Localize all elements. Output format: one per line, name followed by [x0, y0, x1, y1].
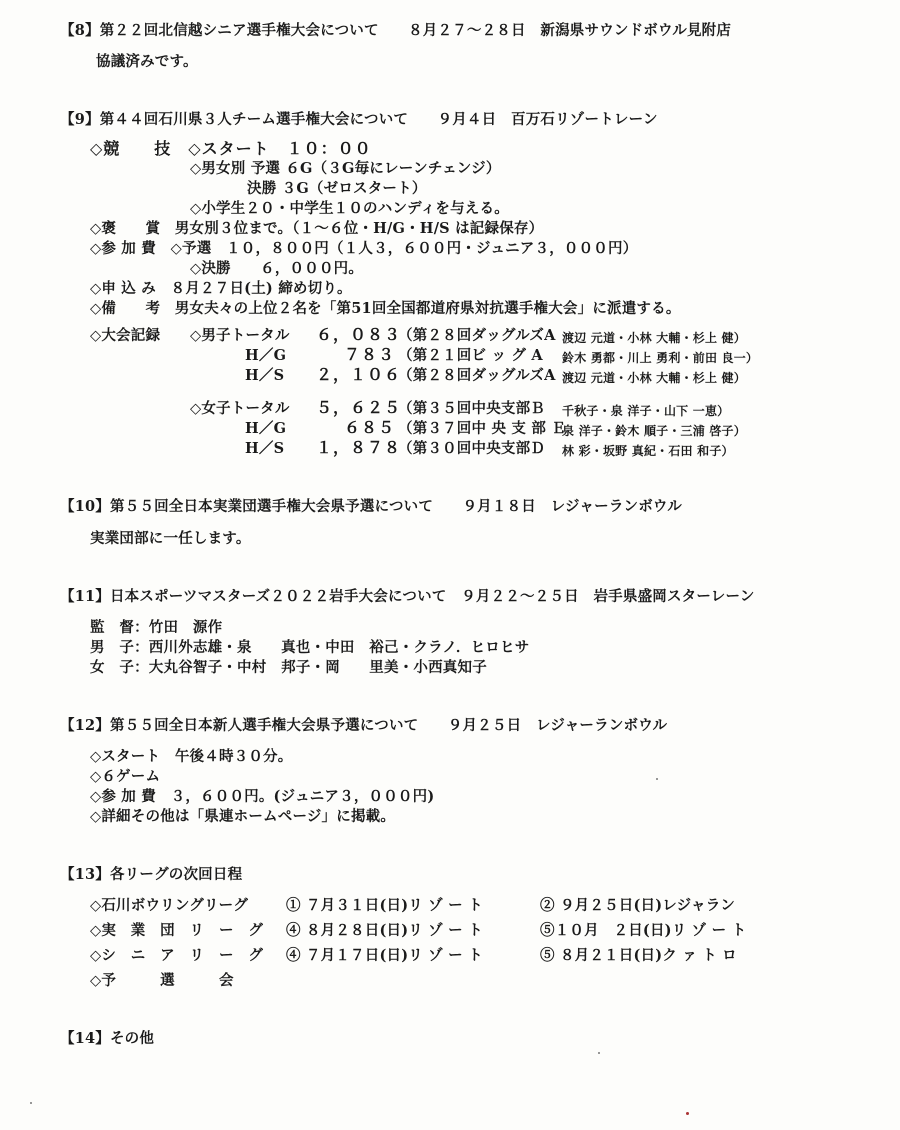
section-12-heading: 【12】第５５回全日本新人選手権大会県予選について ９月２５日 レジャーランボウル [60, 717, 668, 734]
record-value: ６，０８３ [316, 325, 402, 344]
scan-speck [30, 1102, 32, 1104]
record-value: ５，６２５ [316, 398, 402, 417]
record-members: 千秋子・泉 洋子・山下 一恵） [562, 404, 730, 418]
scan-speck [686, 1112, 689, 1115]
league-name: ◇シ ニ ア リ ー グ [90, 947, 264, 964]
section-8-heading: 【8】第２２回北信越シニア選手権大会について ８月２７〜２８日 新潟県サウンドボウル見附店 [60, 22, 732, 39]
section-8-body: 協議済みです。 [96, 53, 198, 70]
league-next-1: ④ ８月２８日(日)リ ゾ ー ト [286, 922, 483, 939]
record-members: 渡辺 元道・小林 大輔・杉上 健） [562, 331, 746, 345]
league-next-2: ⑤１０月 ２日(日)リ ゾ ー ト [540, 922, 747, 939]
record-value: ６８５ [344, 418, 396, 437]
league-next-2: ② ９月２５日(日)レジャラン [540, 897, 736, 914]
record-category: H／S [245, 367, 285, 384]
hosho-line: ◇褒 賞 男女別３位まで。（１〜６位・H/G・H/S は記録保存） [90, 220, 544, 237]
record-source: （第３０回中央支部Ｄ [398, 440, 545, 457]
kyogi-line-2: ◇男女別 予選 ６G（３G毎にレーンチェンジ） [190, 160, 501, 177]
record-source: （第２１回ビ ッ グ A [398, 347, 543, 364]
section-9-heading: 【9】第４４回石川県３人チーム選手権大会について ９月４日 百万石リゾートレーン [60, 111, 658, 128]
kyogi-line-1: ◇競 技 ◇スタート １０：００ [90, 139, 372, 158]
kyogi-line-3: 決勝 ３G（ゼロスタート） [247, 180, 427, 197]
league-name: ◇石川ボウリングリーグ [90, 897, 249, 914]
section-11-heading: 【11】日本スポーツマスターズ２０２２岩手大会について ９月２２〜２５日 岩手県盛岡スターレーン [60, 588, 755, 605]
league-name: ◇実 業 団 リ ー グ [90, 922, 264, 939]
record-members: 林 彩・坂野 真紀・石田 和子） [562, 444, 734, 458]
record-source: （第２８回ダッグルズA [398, 327, 556, 344]
record-category: H／S [245, 440, 285, 457]
record-category: H／G [245, 420, 287, 437]
joshi-line: 女 子：大丸谷智子・中村 邦子・岡 里美・小西真知子 [90, 659, 487, 676]
moshikomi-line: ◇申 込 み ８月２７日(土) 締め切り。 [90, 280, 352, 297]
league-next-1: ④ ７月１７日(日)リ ゾ ー ト [286, 947, 483, 964]
record-value: １，８７８ [316, 438, 402, 457]
kantoku-line: 監 督：竹田 源作 [90, 619, 223, 636]
record-value: ２，１０６ [316, 365, 402, 384]
section-10-body: 実業団部に一任します。 [90, 530, 251, 547]
record-value: ７８３ [344, 345, 396, 364]
league-next-1: ① ７月３１日(日)リ ゾ ー ト [286, 897, 483, 914]
record-source: （第２８回ダッグルズA [398, 367, 556, 384]
record-source: （第３５回中央支部Ｂ [398, 400, 545, 417]
league-next-2: ⑤ ８月２１日(日)ク ァ ト ロ [540, 947, 737, 964]
fee-line: ◇参 加 費 ３，６００円。(ジュニア３，０００円) [90, 788, 435, 805]
record-source: （第３７回中 央 支 部 Ｅ [398, 420, 566, 437]
record-category: ◇男子トータル [190, 327, 290, 344]
biko-line: ◇備 考 男女夫々の上位２名を「第51回全国都道府県対抗選手権大会」に派遣する。 [90, 300, 681, 317]
section-10-heading: 【10】第５５回全日本実業団選手権大会県予選について ９月１８日 レジャーランボウル [60, 498, 682, 515]
start-line: ◇スタート 午後４時３０分。 [90, 748, 293, 765]
record-category: ◇女子トータル [190, 400, 290, 417]
record-members: 泉 洋子・鈴木 順子・三浦 啓子） [562, 424, 746, 438]
kyogi-line-4: ◇小学生２０・中学生１０のハンディを与える。 [190, 200, 509, 217]
record-category: H／G [245, 347, 287, 364]
record-members: 渡辺 元道・小林 大輔・杉上 健） [562, 371, 746, 385]
detail-line: ◇詳細その他は「県連ホームページ」に掲載。 [90, 808, 396, 825]
league-name: ◇予 選 会 [90, 972, 234, 989]
games-line: ◇６ゲーム [90, 768, 161, 785]
sanka-line-2: ◇決勝 ６，０００円。 [190, 260, 364, 277]
record-members: 鈴木 勇都・川上 勇利・前田 良一） [562, 351, 759, 365]
sanka-line-1: ◇参 加 費 ◇予選 １０，８００円（１人３，６００円・ジュニア３，０００円） [90, 240, 638, 257]
scan-speck [598, 1052, 600, 1054]
scan-speck [656, 778, 658, 780]
section-14-heading: 【14】その他 [60, 1030, 155, 1047]
records-label: ◇大会記録 [90, 327, 161, 344]
section-13-heading: 【13】各リーグの次回日程 [60, 866, 243, 883]
danshi-line: 男 子：西川外志雄・泉 真也・中田 裕己・クラノ．ヒロヒサ [90, 639, 530, 656]
